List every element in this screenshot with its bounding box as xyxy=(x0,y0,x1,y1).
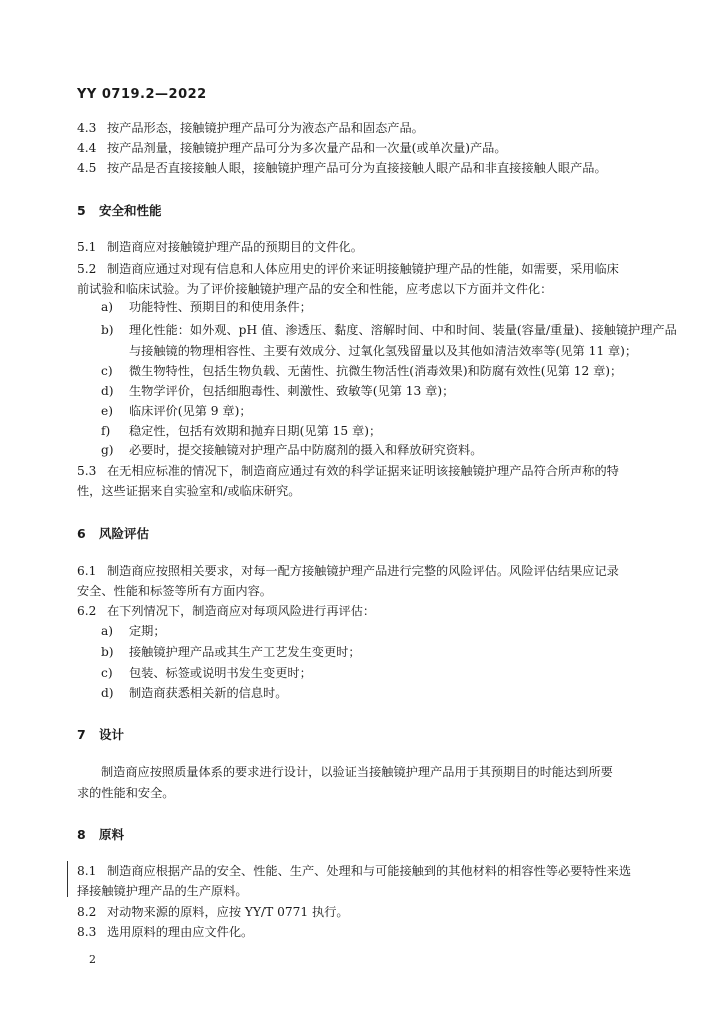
clause-5-1 xyxy=(77,238,363,256)
list-marker: b) xyxy=(101,645,114,659)
clause-number: 5.2 xyxy=(77,262,97,276)
list-text: 定期； xyxy=(129,624,166,638)
clause-number: 8.1 xyxy=(77,864,97,878)
list-text: 接触镜护理产品或其生产工艺发生变更时； xyxy=(129,645,361,659)
list-item xyxy=(101,684,287,702)
clause-text: 在无相应标准的情况下，制造商应通过有效的科学证据来证明该接触镜护理产品符合所声称的特 xyxy=(107,464,619,478)
list-item xyxy=(101,622,166,640)
list-item xyxy=(101,664,312,682)
list-text: 理化性能：如外观、pH 值、渗透压、黏度、溶解时间、中和时间、装量(容量/重量)、接触镜护理产品 xyxy=(129,323,677,337)
section-title: 风险评估 xyxy=(99,526,150,541)
clause-number: 4.4 xyxy=(77,141,97,155)
clause-text: 对动物来源的原料，应按 YY/T 0771 执行。 xyxy=(107,905,349,919)
list-text: 临床评价(见第 9 章)； xyxy=(129,404,252,418)
clause-6-1 xyxy=(77,562,619,580)
list-item xyxy=(101,441,482,459)
list-item-continuation: 与接触镜的物理相容性、主要有效成分、过氧化氢残留量以及其他如清洁效率等(见第 11 章)； xyxy=(129,344,638,358)
revision-bar xyxy=(67,861,68,897)
clause-8-1 xyxy=(77,862,631,880)
list-text: 稳定性，包括有效期和抛弃日期(见第 15 章)； xyxy=(129,424,382,438)
section-6-heading xyxy=(77,524,149,542)
list-text: 微生物特性，包括生物负载、无菌性、抗微生物活性(消毒效果)和防腐有效性(见第 12 章)； xyxy=(129,364,623,378)
clause-text: 按产品是否直接接触人眼，接触镜护理产品可分为直接接触人眼产品和非直接接触人眼产品。 xyxy=(107,161,607,175)
list-marker: a) xyxy=(101,300,114,314)
clause-5-3-cont: 性，这些证据来自实验室和/或临床研究。 xyxy=(77,484,301,498)
clause-6-1-cont: 安全、性能和标签等所有方面内容。 xyxy=(77,584,272,598)
clause-4-3 xyxy=(77,119,424,137)
list-text: 制造商获悉相关新的信息时。 xyxy=(129,686,288,700)
list-marker: d) xyxy=(101,686,114,700)
clause-number: 4.5 xyxy=(77,161,97,175)
section-7-heading xyxy=(77,725,124,743)
list-item xyxy=(101,643,361,661)
clause-text: 制造商应通过对现有信息和人体应用史的评价来证明接触镜护理产品的性能，如需要，采用临床 xyxy=(107,262,619,276)
list-item xyxy=(101,422,381,440)
clause-5-3 xyxy=(77,462,619,480)
clause-text: 制造商应根据产品的安全、性能、生产、处理和与可能接触到的其他材料的相容性等必要特性来选 xyxy=(107,864,632,878)
list-text: 包装、标签或说明书发生变更时； xyxy=(129,666,312,680)
clause-8-3 xyxy=(77,923,253,941)
clause-8-2 xyxy=(77,903,349,921)
section-title: 原料 xyxy=(99,827,125,842)
clause-number: 6.1 xyxy=(77,564,97,578)
list-text: 生物学评价，包括细胞毒性、刺激性、致敏等(见第 13 章)； xyxy=(129,384,455,398)
page-number: 2 xyxy=(89,953,96,966)
list-marker: d) xyxy=(101,384,114,398)
clause-text: 制造商应按照相关要求，对每一配方接触镜护理产品进行完整的风险评估。风险评估结果应记录 xyxy=(107,564,619,578)
section-title: 安全和性能 xyxy=(99,203,162,218)
clause-text: 选用原料的理由应文件化。 xyxy=(107,925,254,939)
section-7-body-cont: 求的性能和安全。 xyxy=(77,786,175,800)
clause-number: 5.1 xyxy=(77,240,97,254)
clause-number: 5.3 xyxy=(77,464,97,478)
list-text: 功能特性、预期目的和使用条件； xyxy=(129,300,312,314)
section-5-heading xyxy=(77,201,162,219)
list-marker: c) xyxy=(101,666,113,680)
clause-text: 制造商应对接触镜护理产品的预期目的文件化。 xyxy=(107,240,363,254)
clause-text: 按产品形态，接触镜护理产品可分为液态产品和固态产品。 xyxy=(107,121,424,135)
clause-6-2 xyxy=(77,602,375,620)
clause-8-1-cont: 择接触镜护理产品的生产原料。 xyxy=(77,884,248,898)
section-title: 设计 xyxy=(99,727,125,742)
list-item xyxy=(101,298,312,316)
section-number: 7 xyxy=(77,727,86,742)
section-number: 5 xyxy=(77,203,86,218)
clause-number: 4.3 xyxy=(77,121,97,135)
clause-4-4 xyxy=(77,139,507,157)
clause-number: 8.3 xyxy=(77,925,97,939)
list-item xyxy=(101,402,252,420)
list-item xyxy=(101,321,677,339)
list-marker: g) xyxy=(101,443,114,457)
clause-text: 按产品剂量，接触镜护理产品可分为多次量产品和一次量(或单次量)产品。 xyxy=(107,141,507,155)
list-item xyxy=(101,382,454,400)
list-text: 必要时，提交接触镜对护理产品中防腐剂的摄入和释放研究资料。 xyxy=(129,443,483,457)
clause-text: 在下列情况下，制造商应对每项风险进行再评估： xyxy=(107,604,376,618)
section-8-heading xyxy=(77,825,124,843)
list-marker: b) xyxy=(101,323,114,337)
list-marker: f) xyxy=(101,424,111,438)
clause-number: 6.2 xyxy=(77,604,97,618)
section-number: 6 xyxy=(77,526,86,541)
list-marker: c) xyxy=(101,364,113,378)
section-number: 8 xyxy=(77,827,86,842)
clause-number: 8.2 xyxy=(77,905,97,919)
standard-header: YY 0719.2—2022 xyxy=(77,87,207,102)
clause-5-2 xyxy=(77,260,619,278)
list-marker: e) xyxy=(101,404,113,418)
section-7-body: 制造商应按照质量体系的要求进行设计，以验证当接触镜护理产品用于其预期目的时能达到所要 xyxy=(101,765,613,779)
list-item xyxy=(101,362,622,380)
clause-4-5 xyxy=(77,159,607,177)
clause-5-2-cont: 前试验和临床试验。为了评价接触镜护理产品的安全和性能，应考虑以下方面并文件化： xyxy=(77,282,553,296)
list-marker: a) xyxy=(101,624,114,638)
